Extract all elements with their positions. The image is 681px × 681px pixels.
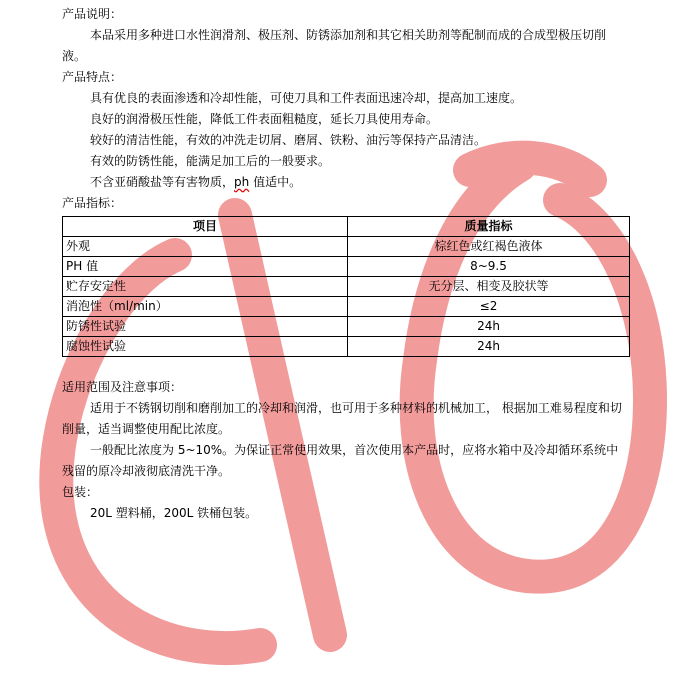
usage-heading: 适用范围及注意事项： [62,380,183,394]
features-heading: 产品特点： [62,70,123,84]
feature-last-before: 不含亚硝酸盐等有害物质， [90,175,235,189]
intro-heading: 产品说明： [62,7,123,21]
intro-text: 本品采用多种进口水性润滑剂、极压剂、防锈添加剂和其它相关助剂等配制而成的合成型极压切削液。 [62,28,607,63]
table-cell-item: 防锈性试验 [63,317,348,337]
table-cell-value: 棕红色或红褐色液体 [348,237,630,257]
packing-text: 20L 塑料桶，200L 铁桶包装。 [90,506,258,520]
table-cell-value: 无分层、相变及胶状等 [348,277,630,297]
table-cell-value: 24h [348,317,630,337]
feature-item: 较好的清洁性能，有效的冲洗走切屑、磨屑、铁粉、油污等保持产品清洁。 [90,133,487,147]
table-cell-value: 8~9.5 [348,257,630,277]
table-cell-item: 消泡性（ml/min） [63,297,348,317]
document-body [62,4,632,524]
spacer [62,357,632,377]
spec-table [62,216,630,357]
table-cell-item: PH 值 [63,257,348,277]
table-row [63,297,630,317]
table-row [63,257,630,277]
feature-item: 有效的防锈性能，能满足加工后的一般要求。 [90,154,331,168]
feature-item: 具有优良的表面渗透和冷却性能，可使刀具和工件表面迅速冷却，提高加工速度。 [90,91,523,105]
table-header-spec: 质量指标 [348,217,630,237]
feature-last-ph: ph [234,175,250,189]
spec-heading: 产品指标： [62,196,123,210]
table-cell-value: ≤2 [348,297,630,317]
table-cell-item: 贮存安定性 [63,277,348,297]
table-row [63,277,630,297]
table-row [63,317,630,337]
feature-item: 良好的润滑极压性能，降低工件表面粗糙度，延长刀具使用寿命。 [90,112,439,126]
table-header-row [63,217,630,237]
feature-last-after: 值适中。 [249,175,302,189]
table-header-item: 项目 [63,217,348,237]
table-cell-item: 外观 [63,237,348,257]
table-row [63,337,630,357]
table-cell-value: 24h [348,337,630,357]
usage-paragraph: 适用于不锈钢切削和磨削加工的冷却和润滑，也可用于多种材料的机械加工， 根据加工难易程度和切削量，适当调整使用配比浓度。 [62,401,622,436]
table-cell-item: 腐蚀性试验 [63,337,348,357]
table-row [63,237,630,257]
usage-paragraph: 一般配比浓度为 5~10%。为保证正常使用效果，首次使用本产品时，应将水箱中及冷却循环系统中残留的原冷却液彻底清洗干净。 [62,443,619,478]
packing-heading: 包装： [62,485,99,499]
feature-item-last [62,172,632,193]
